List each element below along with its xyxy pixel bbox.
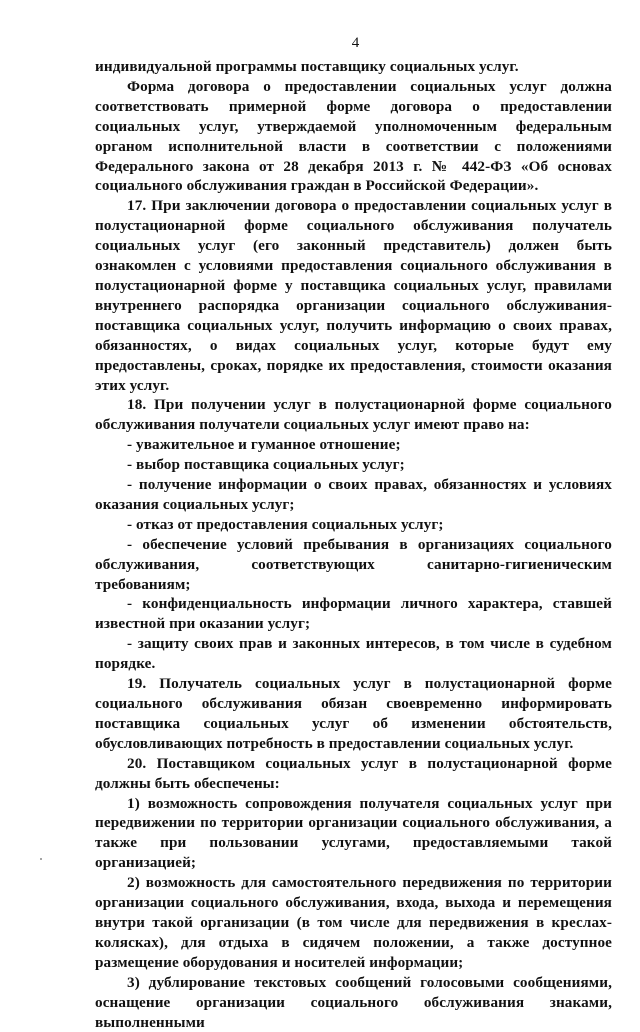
paragraph: 3) дублирование текстовых сообщений голосовыми сообщениями, оснащение организации социального обслуживания знаками, выполненными [95, 973, 612, 1031]
paragraph: 2) возможность для самостоятельного передвижения по территории организации социального обслуживания, входа, выхода и перемещения внутри такой организации (в том числе для передвижения в креслах-колясках), для отдыха в сидячем положении, а также доступное размещение оборудования и носителей информации; [95, 874, 612, 971]
paragraph: - получение информации о своих правах, обязанностях и условиях оказания социальных услуг; [95, 476, 612, 513]
paragraph: Форма договора о предоставлении социальных услуг должна соответствовать примерной форме договора о предоставлении социальных услуг, утверждаемой уполномоченным федеральным органом исполнительной власти в соответствии с положениями Федерального закона от 28 декабря 2013 г. № 442-ФЗ «Об основах социального обслуживания граждан в Российской Федерации». [95, 77, 612, 195]
paragraph: - выбор поставщика социальных услуг; [127, 456, 405, 474]
document-body [95, 57, 612, 1032]
paragraph: 19. Получатель социальных услуг в полустационарной форме социального обслуживания обязан своевременно информировать поставщика социальных услуг об изменении обстоятельств, обусловливающих потребность в предоставлении социальных услуг. [95, 675, 612, 752]
scan-speck [40, 858, 42, 860]
paragraph: - конфиденциальность информации личного характера, ставшей известной при оказании услуг; [95, 595, 612, 633]
paragraph: - отказ от предоставления социальных услуг; [127, 515, 444, 533]
page-number: 4 [351, 35, 360, 51]
paragraph: 20. Поставщиком социальных услуг в полустационарной форме должны быть обеспечены: [95, 754, 612, 792]
paragraph: - обеспечение условий пребывания в организациях социального обслуживания, соответствующих санитарно-гигиеническим требованиям; [95, 535, 612, 593]
paragraph: 1) возможность сопровождения получателя социальных услуг при передвижении по территории организации социального обслуживания, а также при пользовании услугами, предоставляемыми такой организацией; [95, 794, 612, 872]
paragraph: индивидуальной программы поставщику социальных услуг. [95, 58, 519, 75]
paragraph: 17. При заключении договора о предоставлении социальных услуг в полустационарной форме социального обслуживания получатель социальных услуг (его законный представитель) должен быть ознакомлен с условиями предоставления социального обслуживания в полустационарной форме у поставщика социальных услуг, правилами внутреннего распорядка организации социального обслуживания-поставщика социальных услуг, получить информацию о своих правах, обязанностях, о видах социальных услуг, которые будут ему предоставлены, сроках, порядке их предоставления, стоимости оказания этих услуг. [95, 197, 612, 394]
paragraph: - уважительное и гуманное отношение; [127, 436, 401, 454]
paragraph: 18. При получении услуг в полустационарной форме социального обслуживания получатели социальных услуг имеют право на: [95, 396, 612, 434]
paragraph: - защиту своих прав и законных интересов, в том числе в судебном порядке. [95, 635, 612, 673]
